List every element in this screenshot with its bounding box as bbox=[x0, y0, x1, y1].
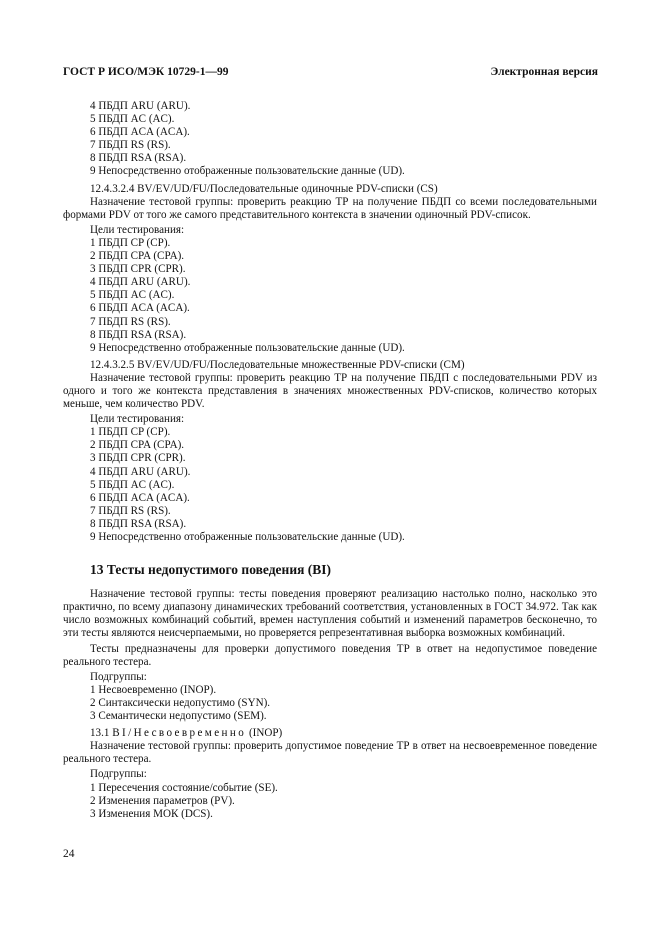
list-item: 3 ПБДП CPR (CPR). bbox=[90, 263, 186, 276]
section-paragraph: Тесты предназначены для проверки допустимого поведения ТР в ответ на недопустимое поведение реального тестера. bbox=[63, 642, 597, 668]
subsection-code: (INOP) bbox=[248, 727, 283, 740]
page-header bbox=[63, 66, 598, 82]
list-block-a bbox=[63, 100, 597, 179]
goals-label: Цели тестирования: bbox=[90, 223, 185, 236]
subsection-name: BI/Несвоевременно bbox=[112, 727, 247, 740]
list-item: 7 ПБДП RS (RS). bbox=[90, 139, 171, 152]
list-item: 8 ПБДП RSA (RSA). bbox=[90, 152, 187, 165]
section-title: 12.4.3.2.4 BV/EV/UD/FU/Последовательные одиночные PDV-списки (CS) bbox=[90, 182, 438, 195]
list-item: 1 Несвоевременно (INOP). bbox=[90, 683, 217, 696]
goals-label: Цели тестирования: bbox=[90, 413, 185, 426]
list-item: 1 Пересечения состояние/событие (SE). bbox=[90, 781, 278, 794]
list-item: 7 ПБДП RS (RS). bbox=[90, 504, 171, 517]
section-purpose: Назначение тестовой группы: проверить реакцию ТР на получение ПБДП с последовательными PDV из одного и того же контекста представления в значениях множественных PDV-списков, количество которых меньше, чем количество PDV. bbox=[63, 371, 597, 411]
list-item: 2 ПБДП CPA (CPA). bbox=[90, 250, 185, 263]
subgroups-label: Подгруппы: bbox=[90, 670, 147, 683]
section-paragraph: Назначение тестовой группы: тесты поведения проверяют реализацию настолько полно, насколько это практично, по всему диапазону динамических требований соответствия, установленных в ГОСТ 34.972. Так как число возможных комбинаций событий, времен наступления событий и изменений параметров бесконечно, то эти тесты являются неисчерпаемыми, но проверяется репрезентативная выборка возможных комбинаций. bbox=[63, 588, 597, 640]
list-item: 2 Изменения параметров (PV). bbox=[90, 794, 235, 807]
section-purpose: Назначение тестовой группы: проверить реакцию ТР на получение ПБДП со всеми последовательными формами PDV от того же самого представительного контекста в значении одиночный PDV-список. bbox=[63, 195, 597, 221]
list-item: 1 ПБДП CP (CP). bbox=[90, 236, 171, 249]
section-cs bbox=[63, 183, 597, 355]
section-purpose: Назначение тестовой группы: проверить допустимое поведение ТР в ответ на несвоевременное поведение реального тестера. bbox=[63, 740, 597, 766]
page-content bbox=[63, 100, 597, 821]
list-item: 9 Непосредственно отображенные пользовательские данные (UD). bbox=[90, 531, 405, 543]
list-item: 2 ПБДП CPA (CPA). bbox=[90, 439, 185, 452]
list-item: 3 Изменения МОК (DCS). bbox=[90, 807, 213, 820]
section-13-1 bbox=[63, 727, 597, 821]
list-item: 5 ПБДП AC (AC). bbox=[90, 478, 175, 491]
list-item: 4 ПБДП ARU (ARU). bbox=[90, 276, 191, 289]
list-item: 5 ПБДП AC (AC). bbox=[90, 113, 175, 126]
section-13 bbox=[63, 563, 597, 723]
list-item: 5 ПБДП AC (AC). bbox=[90, 289, 175, 302]
section-title: 12.4.3.2.5 BV/EV/UD/FU/Последовательные множественные PDV-списки (CM) bbox=[90, 358, 465, 371]
list-item: 4 ПБДП ARU (ARU). bbox=[90, 465, 191, 478]
list-item: 4 ПБДП ARU (ARU). bbox=[90, 100, 191, 112]
list-item: 3 ПБДП CPR (CPR). bbox=[90, 452, 186, 465]
list-item: 8 ПБДП RSA (RSA). bbox=[90, 517, 187, 530]
list-item: 6 ПБДП ACA (ACA). bbox=[90, 126, 190, 139]
list-item: 7 ПБДП RS (RS). bbox=[90, 315, 171, 328]
section-heading: 13 Тесты недопустимого поведения (BI) bbox=[90, 562, 332, 578]
standard-code: ГОСТ Р ИСО/МЭК 10729-1—99 bbox=[63, 66, 229, 78]
list-item: 9 Непосредственно отображенные пользовательские данные (UD). bbox=[90, 341, 405, 354]
subsection-number: 13.1 bbox=[90, 727, 110, 740]
section-cm bbox=[63, 359, 597, 544]
list-item: 3 Семантически недопустимо (SEM). bbox=[90, 710, 267, 723]
list-item: 6 ПБДП ACA (ACA). bbox=[90, 491, 190, 504]
edition-label: Электронная версия bbox=[490, 66, 598, 78]
list-item: 9 Непосредственно отображенные пользовательские данные (UD). bbox=[90, 165, 405, 178]
subsection-title bbox=[63, 727, 597, 740]
list-item: 2 Синтаксически недопустимо (SYN). bbox=[90, 696, 271, 709]
list-item: 8 ПБДП RSA (RSA). bbox=[90, 328, 187, 341]
list-item: 1 ПБДП CP (CP). bbox=[90, 426, 171, 439]
page-number: 24 bbox=[63, 848, 75, 860]
list-item: 6 ПБДП ACA (ACA). bbox=[90, 302, 190, 315]
subgroups-label: Подгруппы: bbox=[90, 768, 147, 781]
